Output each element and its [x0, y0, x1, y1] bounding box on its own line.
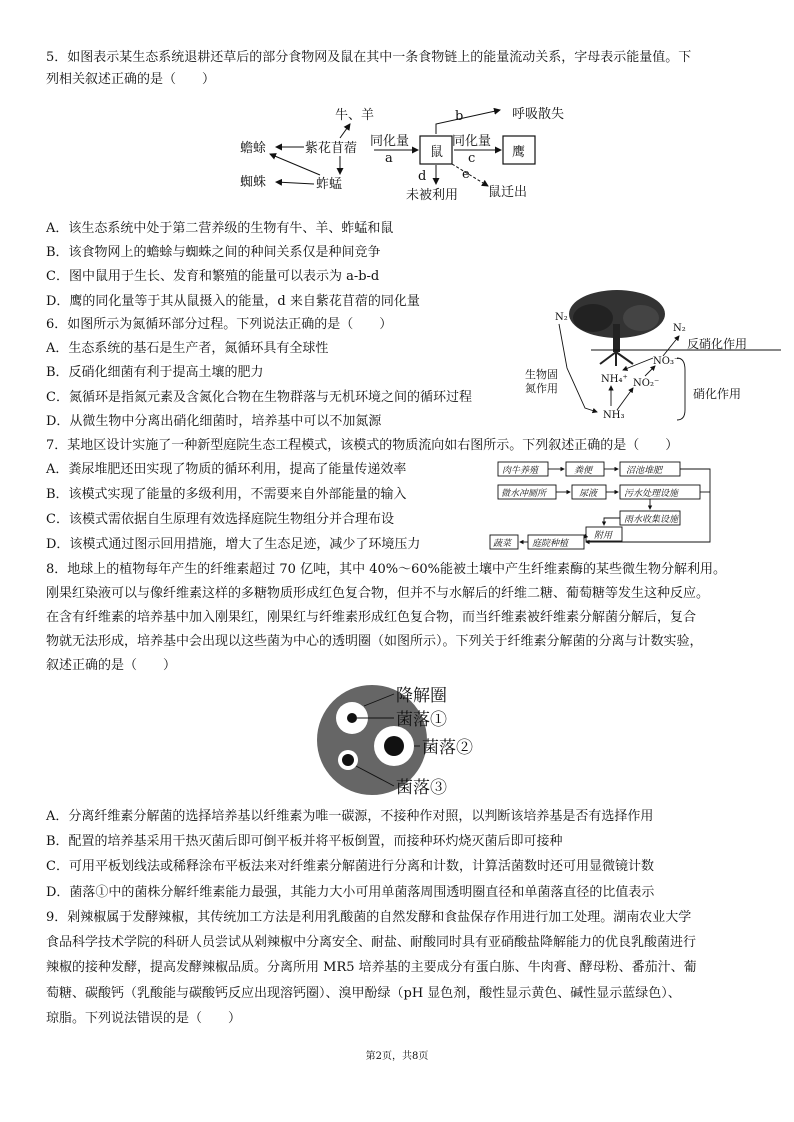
q8-option-d: D．菌落①中的菌株分解纤维素能力最强，其能力大小可用单菌落周围透明圈直径和单菌落直径的比值表示 — [46, 885, 655, 900]
halo-label: 降解圈 — [396, 686, 447, 706]
q7-option-d: D．该模式通过图示回用措施，增大了生态足迹，减少了环境压力 — [46, 537, 421, 552]
n2-left-label: N₂ — [555, 312, 568, 323]
q9-line3: 辣椒的接种发酵，提高发酵辣椒品质。分离所用 MR5 培养基的主要成分有蛋白胨、牛肉膏、酵母粉、番茄汁、葡 — [46, 960, 697, 975]
nitrification-label: 硝化作用 — [693, 387, 742, 401]
q5-option-d: D．鹰的同化量等于其从鼠摄入的能量，d 来自紫花苜蓿的同化量 — [46, 294, 420, 309]
q8-line4: 物就无法形成，培养基中会出现以这些菌为中心的透明圈（如图所示）。下列关于纤维素分解菌的分离与计数实验， — [46, 634, 703, 649]
q6-option-d: D．从微生物中分离出硝化细菌时，培养基中可以不加氮源 — [46, 414, 382, 429]
q5-option-a: A．该生态系统中处于第二营养级的生物有牛、羊、蚱蜢和鼠 — [46, 221, 394, 236]
box-vegetable-label: 蔬菜 — [493, 539, 512, 549]
unused-label: 未被利用 — [406, 188, 459, 203]
nh4-label: NH₄⁺ — [601, 374, 628, 385]
energy-d-label: d — [418, 169, 427, 184]
petri-dish-diagram — [312, 682, 492, 800]
toad-label: 蟾蜍 — [240, 141, 267, 156]
no2-label: NO₂⁻ — [633, 378, 660, 389]
q9-line1: 9．剁辣椒属于发酵辣椒，其传统加工方法是利用乳酸菌的自然发酵和食盐保存作用进行加工处理。湖南农业大学 — [46, 910, 692, 925]
colony3 — [342, 754, 354, 766]
emigration-label: 鼠迁出 — [488, 185, 528, 200]
q9-line4: 萄糖、碳酸钙（乳酸能与碳酸钙反应出现溶钙圈）、溴甲酚绿（pH 显色剂，酸性显示黄色、碱性显示蓝绿色）、 — [46, 986, 681, 1001]
courtyard-eco-flow-diagram — [488, 458, 718, 554]
q8-option-c: C．可用平板划线法或稀释涂布平板法来对纤维素分解菌进行分离和计数，计算活菌数时还可用显微镜计数 — [46, 859, 654, 874]
q8-line2: 刚果红染液可以与像纤维素这样的多糖物质形成红色复合物，但并不与水解后的纤维二糖、葡萄糖等发生这种反应。 — [46, 586, 710, 601]
q7-option-b: B．该模式实现了能量的多级利用，不需要来自外部能量的输入 — [46, 487, 407, 502]
assim-label-2: 同化量 — [452, 134, 492, 149]
q6-stem: 6．如图所示为氮循环部分过程。下列说法正确的是（ ） — [46, 317, 393, 332]
assim-label-1: 同化量 — [370, 134, 410, 149]
colony2 — [384, 736, 404, 756]
box-reuse-label: 附用 — [594, 531, 613, 541]
energy-a-label: a — [385, 151, 393, 166]
q7-stem: 7．某地区设计实施了一种新型庭院生态工程模式，该模式的物质流向如右图所示。下列叙述正确的是（ ） — [46, 438, 679, 453]
q6-option-a: A．生态系统的基石是生产者，氮循环具有全球性 — [46, 341, 329, 356]
box-garden-label: 庭院种植 — [532, 539, 569, 549]
q6-option-b: B．反硝化细菌有利于提高土壤的肥力 — [46, 365, 264, 380]
q7-option-a: A．粪尿堆肥还田实现了物质的循环利用，提高了能量传递效率 — [46, 462, 407, 477]
page-footer: 第2页，共8页 — [365, 1051, 429, 1062]
box-rain-label: 雨水收集设施 — [624, 515, 679, 525]
q8-option-a: A．分离纤维素分解菌的选择培养基以纤维素为唯一碳源，不接种作对照，以判断该培养基是否有选择作用 — [46, 809, 654, 824]
denitrification-label: 反硝化作用 — [687, 337, 748, 351]
grasshopper-label: 蚱蜢 — [316, 177, 343, 192]
q5-option-c: C．图中鼠用于生长、发育和繁殖的能量可以表示为 a-b-d — [46, 269, 380, 284]
alfalfa-label: 紫花苜蓿 — [305, 141, 358, 156]
q5-stem-line2: 列相关叙述正确的是（ ） — [46, 72, 216, 87]
respiration-label: 呼吸散失 — [512, 107, 565, 122]
energy-e-label: e — [462, 167, 470, 182]
q8-line5: 叙述正确的是（ ） — [46, 658, 177, 673]
q5-food-web-diagram — [230, 100, 590, 204]
box-manure-label: 粪便 — [574, 466, 593, 476]
box-cattle-label: 肉牛养殖 — [502, 466, 539, 476]
n2-right-label: N₂ — [673, 323, 686, 334]
colony2-label: 菌落② — [422, 738, 473, 758]
q5-option-b: B．该食物网上的蟾蜍与蜘蛛之间的种间关系仅是种间竞争 — [46, 245, 381, 260]
spider-label: 蜘蛛 — [240, 175, 267, 190]
fixation-label-1: 生物固 — [525, 368, 558, 381]
q6-option-c: C．氮循环是指氮元素及含氮化合物在生物群落与无机环境之间的循环过程 — [46, 390, 472, 405]
q5-stem-line1: 5．如图表示某生态系统退耕还草后的部分食物网及鼠在其中一条食物链上的能量流动关系，字母表示能量值。下 — [46, 50, 692, 65]
q8-option-b: B．配置的培养基采用干热灭菌后即可倒平板并将平板倒置，而接种环灼烧灭菌后即可接种 — [46, 834, 563, 849]
mouse-label: 鼠 — [430, 145, 444, 160]
q8-line1: 8．地球上的植物每年产生的纤维素超过 70 亿吨，其中 40%～60%能被土壤中产生纤维素酶的某些微生物分解利用。 — [46, 562, 726, 577]
box-compost-label: 沼池堆肥 — [626, 466, 663, 476]
q9-line5: 琼脂。下列说法错误的是（ ） — [46, 1011, 242, 1026]
colony3-label: 菌落③ — [396, 778, 447, 798]
box-toilet-label: 微水冲厕所 — [501, 489, 547, 499]
box-sewage-label: 污水处理设施 — [624, 489, 679, 499]
q7-option-c: C．该模式需依据自生原理有效选择庭院生物组分并合理布设 — [46, 512, 394, 527]
q8-line3: 在含有纤维素的培养基中加入刚果红，刚果红与纤维素形成红色复合物，而当纤维素被纤维素分解菌分解后，复合 — [46, 610, 697, 625]
colony1 — [347, 713, 357, 723]
fixation-label-2: 氮作用 — [525, 382, 558, 395]
colony1-label: 菌落① — [396, 710, 447, 730]
box-urine-label: 尿液 — [579, 489, 598, 499]
energy-b-label: b — [455, 109, 464, 124]
nitrogen-cycle-diagram — [505, 288, 789, 430]
hawk-label: 鹰 — [512, 145, 526, 160]
tree-icon — [569, 290, 665, 366]
q9-line2: 食品科学技术学院的科研人员尝试从剁辣椒中分离安全、耐盐、耐酸同时具有亚硝酸盐降解能力的优良乳酸菌进行 — [46, 935, 697, 950]
cattle-sheep-label: 牛、羊 — [335, 108, 375, 123]
no3-label: NO₃⁻ — [653, 356, 680, 367]
energy-c-label: c — [468, 151, 476, 166]
nh3-label: NH₃ — [603, 410, 625, 421]
